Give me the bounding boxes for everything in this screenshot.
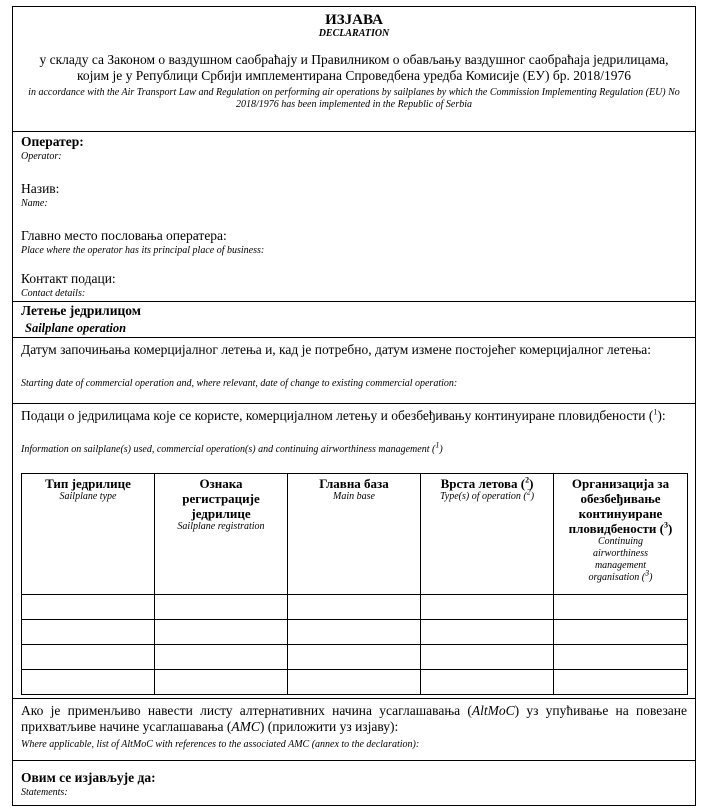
sailplanes-info-text-end: ):	[657, 408, 666, 423]
col-header-sr: Главна база	[319, 476, 389, 491]
col-header-en: Type(s) of operation ($^2$)	[439, 487, 535, 502]
table-cell[interactable]	[155, 595, 288, 620]
col-sailplane-registration	[155, 474, 288, 595]
statements-heading: Овим се изјављује да:	[21, 770, 156, 785]
table-cell[interactable]	[288, 620, 421, 645]
sailplane-operation-heading: Летење једрилицом	[21, 303, 141, 318]
sailplanes-info-section	[13, 404, 695, 699]
table-cell[interactable]	[155, 645, 288, 670]
sailplane-operation-section	[13, 302, 695, 338]
col-header-sr: Организација за обезбеђивање континуиране пловидбености ($^3$)	[568, 476, 673, 536]
table-row	[22, 620, 688, 645]
name-label-en: Name:	[21, 198, 48, 209]
table-row	[22, 645, 688, 670]
table-cell[interactable]	[22, 645, 155, 670]
table-cell[interactable]	[155, 670, 288, 695]
footnote-ref: 2	[526, 487, 531, 497]
col-header-sr: Ознака регистрације једрилице	[182, 476, 260, 521]
altmoc-label-en: Where applicable, list of AltMoC with references to the associated AMC (annex to the declaration):	[21, 739, 420, 750]
col-header-en: Continuing airworthiness management organisation ($^3$)	[588, 536, 653, 583]
operator-section	[13, 132, 695, 302]
operator-heading-en: Operator:	[21, 151, 62, 162]
sailplanes-info-text: Подаци о једрилицама које се користе, комерцијалном летењу и обезбеђивању континуиране пловидбености (	[21, 408, 654, 423]
col-camo	[554, 474, 688, 595]
sailplanes-info-label	[21, 408, 687, 424]
sailplanes-info-text-en-end: )	[439, 444, 443, 455]
col-header-sr: Тип једрилице	[45, 476, 131, 491]
table-cell[interactable]	[554, 645, 688, 670]
start-date-label: Датум започињања комерцијалног летења и, кад је потребно, датум измене постојећег комерцијалног летења:	[21, 342, 652, 357]
col-header-en: Main base	[333, 491, 375, 502]
col-header-text: Организација за обезбеђивање континуиране пловидбености (	[568, 476, 670, 536]
col-header-text-en: Continuing airworthiness management organisation (	[588, 536, 648, 583]
intro-sr: у складу са Законом о ваздушном саобраћају и Правилником о обављању ваздушног саобраћаја једрилицама, којим је у Републици Србији имплементирана Спроведбена уредба Комисије (ЕУ) бр. 2018/1976	[39, 52, 669, 83]
footnote-ref: 1	[435, 440, 440, 450]
footnote-ref: 1	[653, 407, 658, 417]
table-cell[interactable]	[421, 620, 554, 645]
form-subtitle: DECLARATION	[318, 28, 390, 39]
header-section	[13, 7, 695, 132]
contact-label: Контакт подаци:	[21, 271, 116, 286]
place-label-en: Place where the operator has its principal place of business:	[21, 245, 265, 256]
statements-section	[13, 761, 695, 805]
footnote-ref: 3	[664, 520, 669, 530]
contact-label-en: Contact details:	[21, 288, 86, 299]
table-row	[22, 670, 688, 695]
col-header-text-en: Type(s) of operation (	[439, 491, 527, 502]
amc-abbr: AMC	[231, 719, 260, 734]
table-cell[interactable]	[554, 670, 688, 695]
table-cell[interactable]	[421, 645, 554, 670]
table-row	[22, 595, 688, 620]
table-cell[interactable]	[288, 645, 421, 670]
col-sailplane-type	[22, 474, 155, 595]
altmoc-text: Ако је применљиво навести листу алтернативних начина усаглашавања (	[21, 703, 472, 718]
operator-heading: Оператер:	[21, 134, 84, 149]
intro-en: in accordance with the Air Transport Law and Regulation on performing air operations by sailplanes by which the Commission Implementing Regulation (EU) No 2018/1976 has been implemented in the Republic of Serbia	[28, 87, 680, 110]
name-label: Назив:	[21, 181, 60, 196]
table-cell[interactable]	[288, 670, 421, 695]
col-header-text: Врста летова (	[440, 476, 526, 491]
altmoc-text: ) уз упућивање на повезане прихватљиве начине усаглашавања (	[21, 703, 687, 734]
table-cell[interactable]	[554, 595, 688, 620]
altmoc-abbr: AltMoC	[471, 703, 515, 718]
footnote-ref: 2	[525, 475, 530, 485]
sailplane-table	[21, 473, 688, 695]
altmoc-text: ) (приложити уз изјаву):	[259, 719, 399, 734]
start-date-section	[13, 338, 695, 404]
table-cell[interactable]	[22, 595, 155, 620]
col-main-base	[288, 474, 421, 595]
altmoc-label	[21, 703, 687, 735]
col-type-of-operation	[421, 474, 554, 595]
sailplanes-info-text-en: Information on sailplane(s) used, commercial operation(s) and continuing airworthiness management (	[21, 444, 436, 455]
table-cell[interactable]	[554, 620, 688, 645]
table-cell[interactable]	[421, 670, 554, 695]
start-date-label-en: Starting date of commercial operation and, where relevant, date of change to existing commercial operation:	[21, 378, 458, 389]
sailplanes-info-label-en	[21, 440, 443, 456]
statements-heading-en: Statements:	[21, 787, 68, 798]
place-label: Главно место пословања оператера:	[21, 228, 227, 243]
table-cell[interactable]	[22, 670, 155, 695]
altmoc-section	[13, 699, 695, 761]
form-title: ИЗЈАВА	[325, 12, 383, 28]
footnote-ref: 3	[645, 568, 650, 578]
declaration-form	[12, 6, 696, 806]
col-header-en: Sailplane registration	[177, 521, 265, 532]
table-cell[interactable]	[155, 620, 288, 645]
table-cell[interactable]	[22, 620, 155, 645]
col-header-sr: Врста летова ($^2$)	[440, 475, 534, 491]
table-header-row	[22, 474, 688, 595]
table-cell[interactable]	[421, 595, 554, 620]
col-header-en: Sailplane type	[59, 491, 117, 502]
table-cell[interactable]	[288, 595, 421, 620]
sailplane-operation-heading-en: Sailplane operation	[25, 321, 127, 335]
